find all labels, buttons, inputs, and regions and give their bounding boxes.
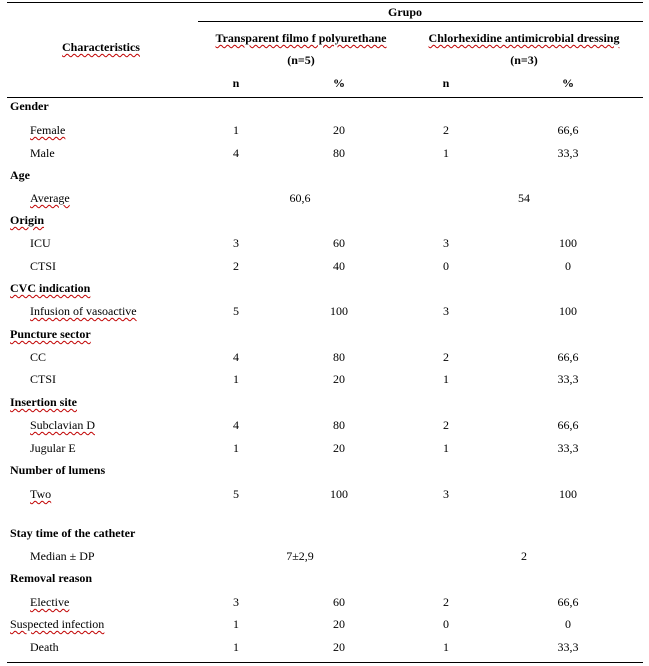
cell-a-n: 5: [233, 304, 239, 318]
cell-b-n: 1: [443, 441, 449, 455]
cell-a-n: 1: [233, 123, 239, 137]
cell-a-n: 1: [233, 617, 239, 631]
cell-b-n: 3: [443, 236, 449, 250]
cell-a-value: 60,6: [289, 191, 311, 205]
row-label: ICU: [30, 236, 51, 250]
group-a-name: Transparent filmo f polyurethane: [215, 31, 387, 45]
cell-a-n: 5: [233, 487, 239, 501]
row-label: Death: [30, 640, 59, 654]
cell-a-pct: 100: [330, 304, 348, 318]
section-title: Age: [10, 168, 30, 182]
cell-a-pct: 100: [330, 487, 348, 501]
cell-b-pct: 66,6: [557, 418, 579, 432]
row-label: Subclavian D: [30, 418, 95, 432]
cell-a-value: 7±2,9: [286, 549, 314, 563]
cell-b-n: 3: [443, 487, 449, 501]
row-label: Median ± DP: [30, 549, 95, 563]
row-label: CTSI: [30, 259, 57, 273]
section-title: Gender: [10, 99, 49, 113]
row-label: Elective: [30, 595, 70, 609]
section-title: Insertion site: [10, 395, 77, 409]
group-a-n: (n=5): [287, 53, 315, 67]
col-a-pct-header: %: [333, 76, 345, 90]
cell-a-n: 1: [233, 372, 239, 386]
cell-a-n: 3: [233, 595, 239, 609]
header-bottom-rule: [7, 97, 643, 98]
section-title: Stay time of the catheter: [10, 526, 136, 540]
section-title: Origin: [10, 213, 45, 227]
group-header: Grupo: [387, 5, 423, 19]
cell-b-n: 1: [443, 146, 449, 160]
section-title: Removal reason: [10, 571, 93, 585]
cell-a-pct: 20: [333, 640, 345, 654]
cell-b-pct: 0: [565, 259, 571, 273]
cell-b-value: 54: [518, 191, 530, 205]
cell-b-pct: 66,6: [557, 595, 579, 609]
cell-a-n: 4: [233, 350, 239, 364]
cell-a-n: 4: [233, 418, 239, 432]
row-label: Suspected infection: [10, 617, 105, 631]
cell-b-n: 0: [443, 617, 449, 631]
cell-b-pct: 33,3: [557, 146, 579, 160]
row-label: Jugular E: [30, 441, 76, 455]
cell-b-n: 1: [443, 372, 449, 386]
row-label: Two: [30, 487, 52, 501]
row-label: Female: [30, 123, 66, 137]
cell-b-pct: 33,3: [557, 372, 579, 386]
cell-b-pct: 33,3: [557, 640, 579, 654]
col-b-n-header: n: [442, 76, 450, 90]
col-b-pct-header: %: [562, 76, 574, 90]
col-a-n-header: n: [232, 76, 240, 90]
cell-b-n: 2: [443, 350, 449, 364]
cell-a-n: 1: [233, 640, 239, 654]
cell-a-pct: 60: [333, 236, 345, 250]
row-label: CC: [30, 350, 47, 364]
table-top-rule: [7, 2, 643, 3]
row-label: Average: [30, 191, 70, 205]
cell-a-pct: 20: [333, 123, 345, 137]
group-b-n: (n=3): [510, 53, 538, 67]
table-bottom-rule: [7, 662, 643, 663]
section-title: Number of lumens: [10, 463, 106, 477]
cell-a-pct: 60: [333, 595, 345, 609]
cell-a-pct: 20: [333, 617, 345, 631]
group-b-name: Chlorhexidine antimicrobial dressing: [428, 31, 620, 45]
cell-b-n: 3: [443, 304, 449, 318]
cell-a-pct: 80: [333, 418, 345, 432]
row-label: Male: [30, 146, 55, 160]
cell-a-pct: 20: [333, 372, 345, 386]
cell-a-pct: 80: [333, 350, 345, 364]
section-title: CVC indication: [10, 281, 91, 295]
characteristics-header: Characteristics: [62, 40, 140, 54]
row-label: CTSI: [30, 372, 57, 386]
row-label: Infusion of vasoactive: [30, 304, 137, 318]
cell-a-n: 1: [233, 441, 239, 455]
cell-b-pct: 100: [559, 304, 577, 318]
cell-b-n: 2: [443, 595, 449, 609]
cell-b-pct: 66,6: [557, 123, 579, 137]
section-title: Puncture sector: [10, 327, 91, 341]
cell-b-pct: 33,3: [557, 441, 579, 455]
cell-b-n: 1: [443, 640, 449, 654]
cell-a-n: 2: [233, 259, 239, 273]
cell-b-n: 2: [443, 418, 449, 432]
cell-a-pct: 80: [333, 146, 345, 160]
cell-b-pct: 66,6: [557, 350, 579, 364]
cell-b-pct: 0: [565, 617, 571, 631]
cell-a-pct: 40: [333, 259, 345, 273]
cell-a-n: 4: [233, 146, 239, 160]
cell-a-n: 3: [233, 236, 239, 250]
cell-b-n: 0: [443, 259, 449, 273]
cell-a-pct: 20: [333, 441, 345, 455]
cell-b-pct: 100: [559, 487, 577, 501]
cell-b-n: 2: [443, 123, 449, 137]
group-divider-rule: [198, 21, 643, 22]
cell-b-value: 2: [521, 549, 527, 563]
cell-b-pct: 100: [559, 236, 577, 250]
